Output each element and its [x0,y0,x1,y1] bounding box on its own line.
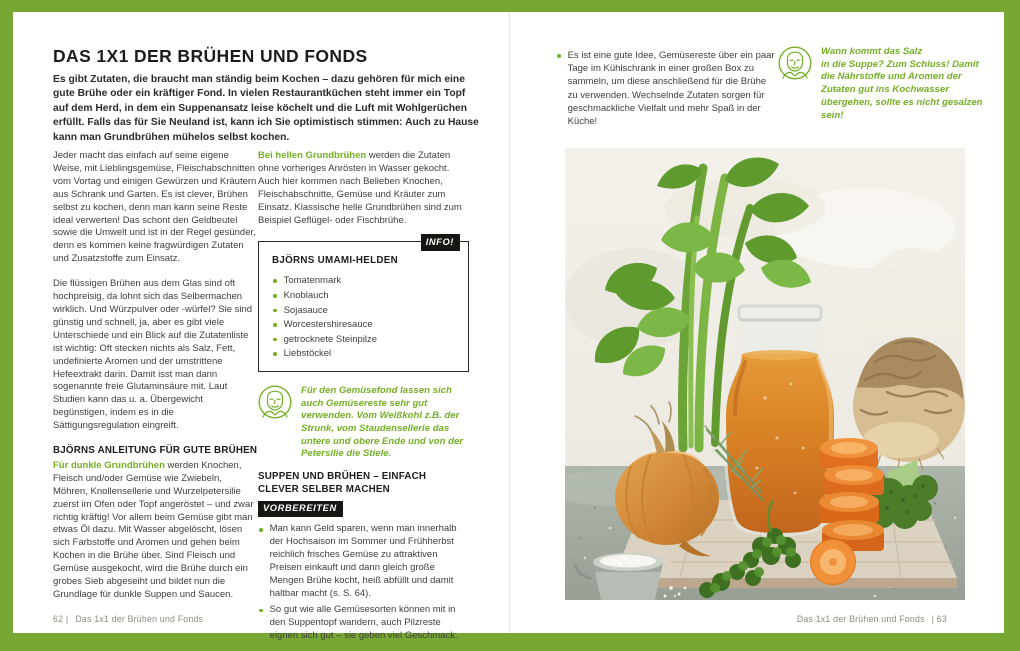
green-lead-text: Für dunkle Grundbrühen [53,459,165,471]
right-page [510,12,1004,633]
list-item-label: getrocknete Steinpilze [283,333,378,345]
tip-text [821,46,988,122]
info-box-title: BJÖRNS UMAMI-HELDEN [272,255,398,267]
list-item-label: Liebstöckel [283,348,332,360]
left-page [13,12,510,641]
list-item [272,347,456,362]
paragraph: Jeder macht das einfach auf seine eigene Weise, mit Lieblingsgemüse, Fleischabschnitten vom Vortag und einigen Gewürzen und Kräutern aus Schrank und Garten. Es ist clever, Brühen selbst zu kochen, denn man kann seine Reste ideal verwerten! Das schont den Geldbeutel sowie die Umwelt und ist in der Regel gesünder, denn es kommen keine fragwürdigen Zutaten und Zusatzstoffe zum Einsatz. [53,150,257,265]
author-tip [778,46,988,122]
bullet-dot-icon [259,609,263,613]
section-heading: SUPPEN UND BRÜHEN – EINFACH CLEVER SELBER MACHEN [258,471,427,496]
bullet-dot-icon [259,528,263,532]
chapter-title: DAS 1X1 DER BRÜHEN UND FONDS [53,46,368,66]
list-item [272,274,456,289]
list-item [258,523,469,600]
tip-line: Wann kommt das Salz [821,46,923,57]
list-item-label: Worcestershiresauce [283,319,373,331]
section-heading: BJÖRNS ANLEITUNG FÜR GUTE BRÜHEN [53,445,258,457]
page-number: 62 | [53,614,69,624]
broth-ingredients-photo [565,148,965,600]
middle-column [258,150,469,646]
list-item-text: Man kann Geld sparen, wenn man innerhalb der Hochsaison im Sommer und Frühherbst reichlich frisches Gemüse zu attraktiven Preisen einkauft und dann gleich große Mengen Brühe kocht, heiß abfüllt und damit haltbar macht (s. S. 64). [269,523,457,599]
bullet-dot-icon [273,294,277,298]
list-item-label: Sojasauce [283,304,328,316]
author-tip [258,385,469,461]
list-item [556,49,778,128]
left-column [53,150,259,614]
intro-paragraph: Es gibt Zutaten, die braucht man ständig beim Kochen – dazu gehören für mich eine gute Brühe oder ein kräftiger Fond. In vielen Restaurantküchen steht immer ein Topf auf dem Herd, in dem ein Suppenansatz leise köchelt und die Luft mit Wohlgerüchen erfüllt. Falls das für Sie Neuland ist, kann ich Sie optimistisch stimmen: Auch zu Hause kann man Grundbrühen mühelos selbst kochen. [53,74,479,143]
bullet-dot-icon [273,352,277,356]
bullet-dot-icon [273,309,277,313]
list-item-label: Knoblauch [283,289,329,301]
paragraph [53,460,259,602]
bullet-dot-icon [273,338,277,342]
paragraph: Die flüssigen Brühen aus dem Glas sind oft hochpreisig, da lohnt sich das Selbermachen wirklich. Und Würzpulver oder -würfel? Sie sind günstig und schnell, ja, aber es gibt viele Unterschiede und ein Blick auf die Zutatenliste ist wichtig: Oft stecken nichts als Salz, Fett, undefinierte Aromen und der umstrittene Hefeextrakt darin. Damit isst man dann sogenannte freie Glutaminsäure mit. Laut Studien kann das u. a. Übergewicht begünstigen, indem es in die Sättigungsregulation eingreift. [53,278,253,432]
list-item [272,333,456,348]
step-tag: VORBEREITEN [258,501,343,517]
chapter-name: Das 1x1 der Brühen und Fonds [75,614,204,624]
bullet-dot-icon [557,54,561,58]
page-footer-right [797,614,947,624]
step-tag-row [258,501,469,517]
list-item [272,304,456,319]
bjoern-avatar-icon [258,385,292,419]
tip-text: Für den Gemüsefond lassen sich auch Gemüsereste sehr gut verwenden. Vom Weißkohl z.B. der Strunk, vom Staudensellerie das untere und obere Ende und von der Petersilie die Stiele. [301,384,464,460]
paragraph-text: werden die Zutaten ohne vorheriges Anrösten in Wasser gekocht. Auch hier kommen nach Belieben Knochen, Fleischabschnitte, Gemüse und Kräuter zum Einsatz. Klassische helle Grundbrühen sind zum Beispiel Geflügel- oder Fischbrühe. [258,150,462,226]
list-item-label: Tomatenmark [283,275,342,287]
list-item-text: Es ist eine gute Idee, Gemüsereste über ein paar Tage im Kühlschrank in einer großen Box zu sammeln, um diese anschließend für die Brühe zu verwenden. Wechselnde Zutaten sorgen für geschmackliche Vielfalt und mehr Spaß in der Küche! [567,50,775,128]
paragraph [258,150,469,227]
page-number: | 63 [931,614,947,624]
page-footer-left [53,614,203,624]
bullet-dot-icon [273,279,277,283]
bullet-dot-icon [273,323,277,327]
paragraph-text: werden Knochen, Fleisch und/oder Gemüse wie Zwiebeln, Möhren, Knollensellerie und Wurzelpetersilie zuerst im Ofen oder Topf angeröstet – und zwar richtig kräftig! Vor allem beim Gemüse gibt man etwas Öl dazu. Mit Wasser abgelöscht, lösen sich Farbstoffe und Aromen und gehen beim Kochen in die Brühe über. Sind Fleisch und Gemüse ausgekocht, wird die Brühe durch ein grobes Sieb abgeseiht und bildet nun die Grundlage für dunkle Suppen und Saucen. [53,459,254,600]
list-item [272,289,456,304]
info-tag: INFO! [421,234,460,250]
info-box [258,236,469,371]
list-item [272,318,456,333]
tip-line: in die Suppe? Zum Schluss! Damit die Nährstoffe und Aromen der Zutaten gut ins Kochwasser übergehen, sollte es nicht gesalzen sein! [821,58,983,121]
list-item-text: So gut wie alle Gemüsesorten können mit in den Suppentopf wandern, auch Pilzreste eignen sich gut – sie geben viel Geschmack. [269,603,458,641]
chapter-name: Das 1x1 der Brühen und Fonds [796,614,925,624]
bjoern-avatar-icon [778,46,812,80]
list-item [258,604,469,643]
green-lead-text: Bei hellen Grundbrühen [258,150,367,161]
